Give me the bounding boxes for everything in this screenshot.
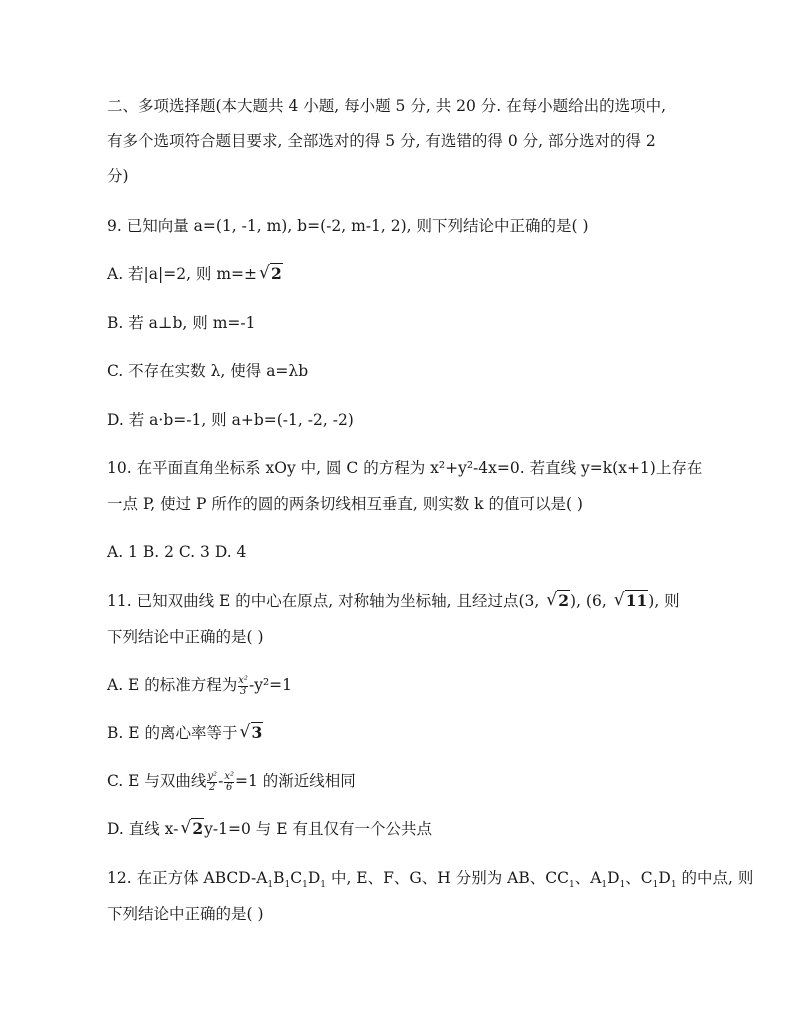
sqrt-symbol: √ 2 — [259, 264, 283, 284]
q9-option-c: C. 不存在实数 λ, 使得 a=λb — [107, 362, 309, 380]
fraction: $\frac{\text{y²}}{2}$ — [207, 770, 218, 793]
section-heading-line-1: 二、多项选择题(本大题共 4 小题, 每小题 5 分, 共 20 分. 在每小题给出的选项中, — [107, 97, 667, 115]
q9-option-b: B. 若 a⊥b, 则 m=-1 — [107, 314, 256, 332]
sqrt-symbol: √ 3 — [240, 723, 264, 743]
q11-option-d: D. 直线 x-√ 2y-1=0 与 E 有且仅有一个公共点 — [107, 819, 432, 839]
q11-option-a: A. E 的标准方程为 $\frac{\text{x²}}{3}$ -y²=1 — [107, 674, 293, 697]
q11-option-b: B. E 的离心率等于√ 3 — [107, 723, 263, 743]
section-heading-line-2: 有多个选项符合题目要求, 全部选对的得 5 分, 有选错的得 0 分, 部分选对的得 2 — [107, 132, 656, 150]
q11-option-c: C. E 与双曲线 $\frac{\text{y²}}{2}$ - $\frac{\text{x²}}{6}$ =1 的渐近线相同 — [107, 770, 356, 793]
q9-option-a-text: A. 若|a|=2, 则 m=± — [107, 265, 258, 283]
fraction: $\frac{\text{x²}}{6}$ — [224, 770, 234, 793]
sqrt-symbol: √ 2 — [180, 819, 204, 839]
q9-stem: 9. 已知向量 a=(1, -1, m), b=(-2, m-1, 2), 则下列结论中正确的是( ) — [107, 217, 589, 235]
section-heading-line-3: 分) — [107, 167, 129, 185]
q12-stem-line-2: 下列结论中正确的是( ) — [107, 905, 264, 923]
q10-stem-line-2: 一点 P, 使过 P 所作的圆的两条切线相互垂直, 则实数 k 的值可以是( ) — [107, 495, 583, 513]
q11-stem-line-2: 下列结论中正确的是( ) — [107, 628, 264, 646]
q10-options: A. 1 B. 2 C. 3 D. 4 — [107, 543, 247, 561]
q9-option-a — [107, 264, 283, 284]
q12-stem-line-1: 12. 在正方体 ABCD-$A_1B_1C_1D_1$ 中, E、F、G、H 分别为 AB、$CC_1$、$A_1D_1$、$C_1D_1$ 的中点, 则 — [107, 869, 754, 891]
q9-option-d: D. 若 a·b=-1, 则 a+b=(-1, -2, -2) — [107, 411, 354, 429]
sqrt-symbol: √ 11 — [614, 591, 649, 611]
fraction: $\frac{\text{x²}}{3}$ — [238, 674, 248, 697]
q10-stem-line-1: 10. 在平面直角坐标系 xOy 中, 圆 C 的方程为 x²+y²-4x=0. 若直线 y=k(x+1)上存在 — [107, 459, 703, 477]
sqrt-symbol: √ 2 — [546, 591, 570, 611]
q11-stem-line-1: 11. 已知双曲线 E 的中心在原点, 对称轴为坐标轴, 且经过点(3, √ 2), (6, √ 11), 则 — [107, 591, 680, 611]
